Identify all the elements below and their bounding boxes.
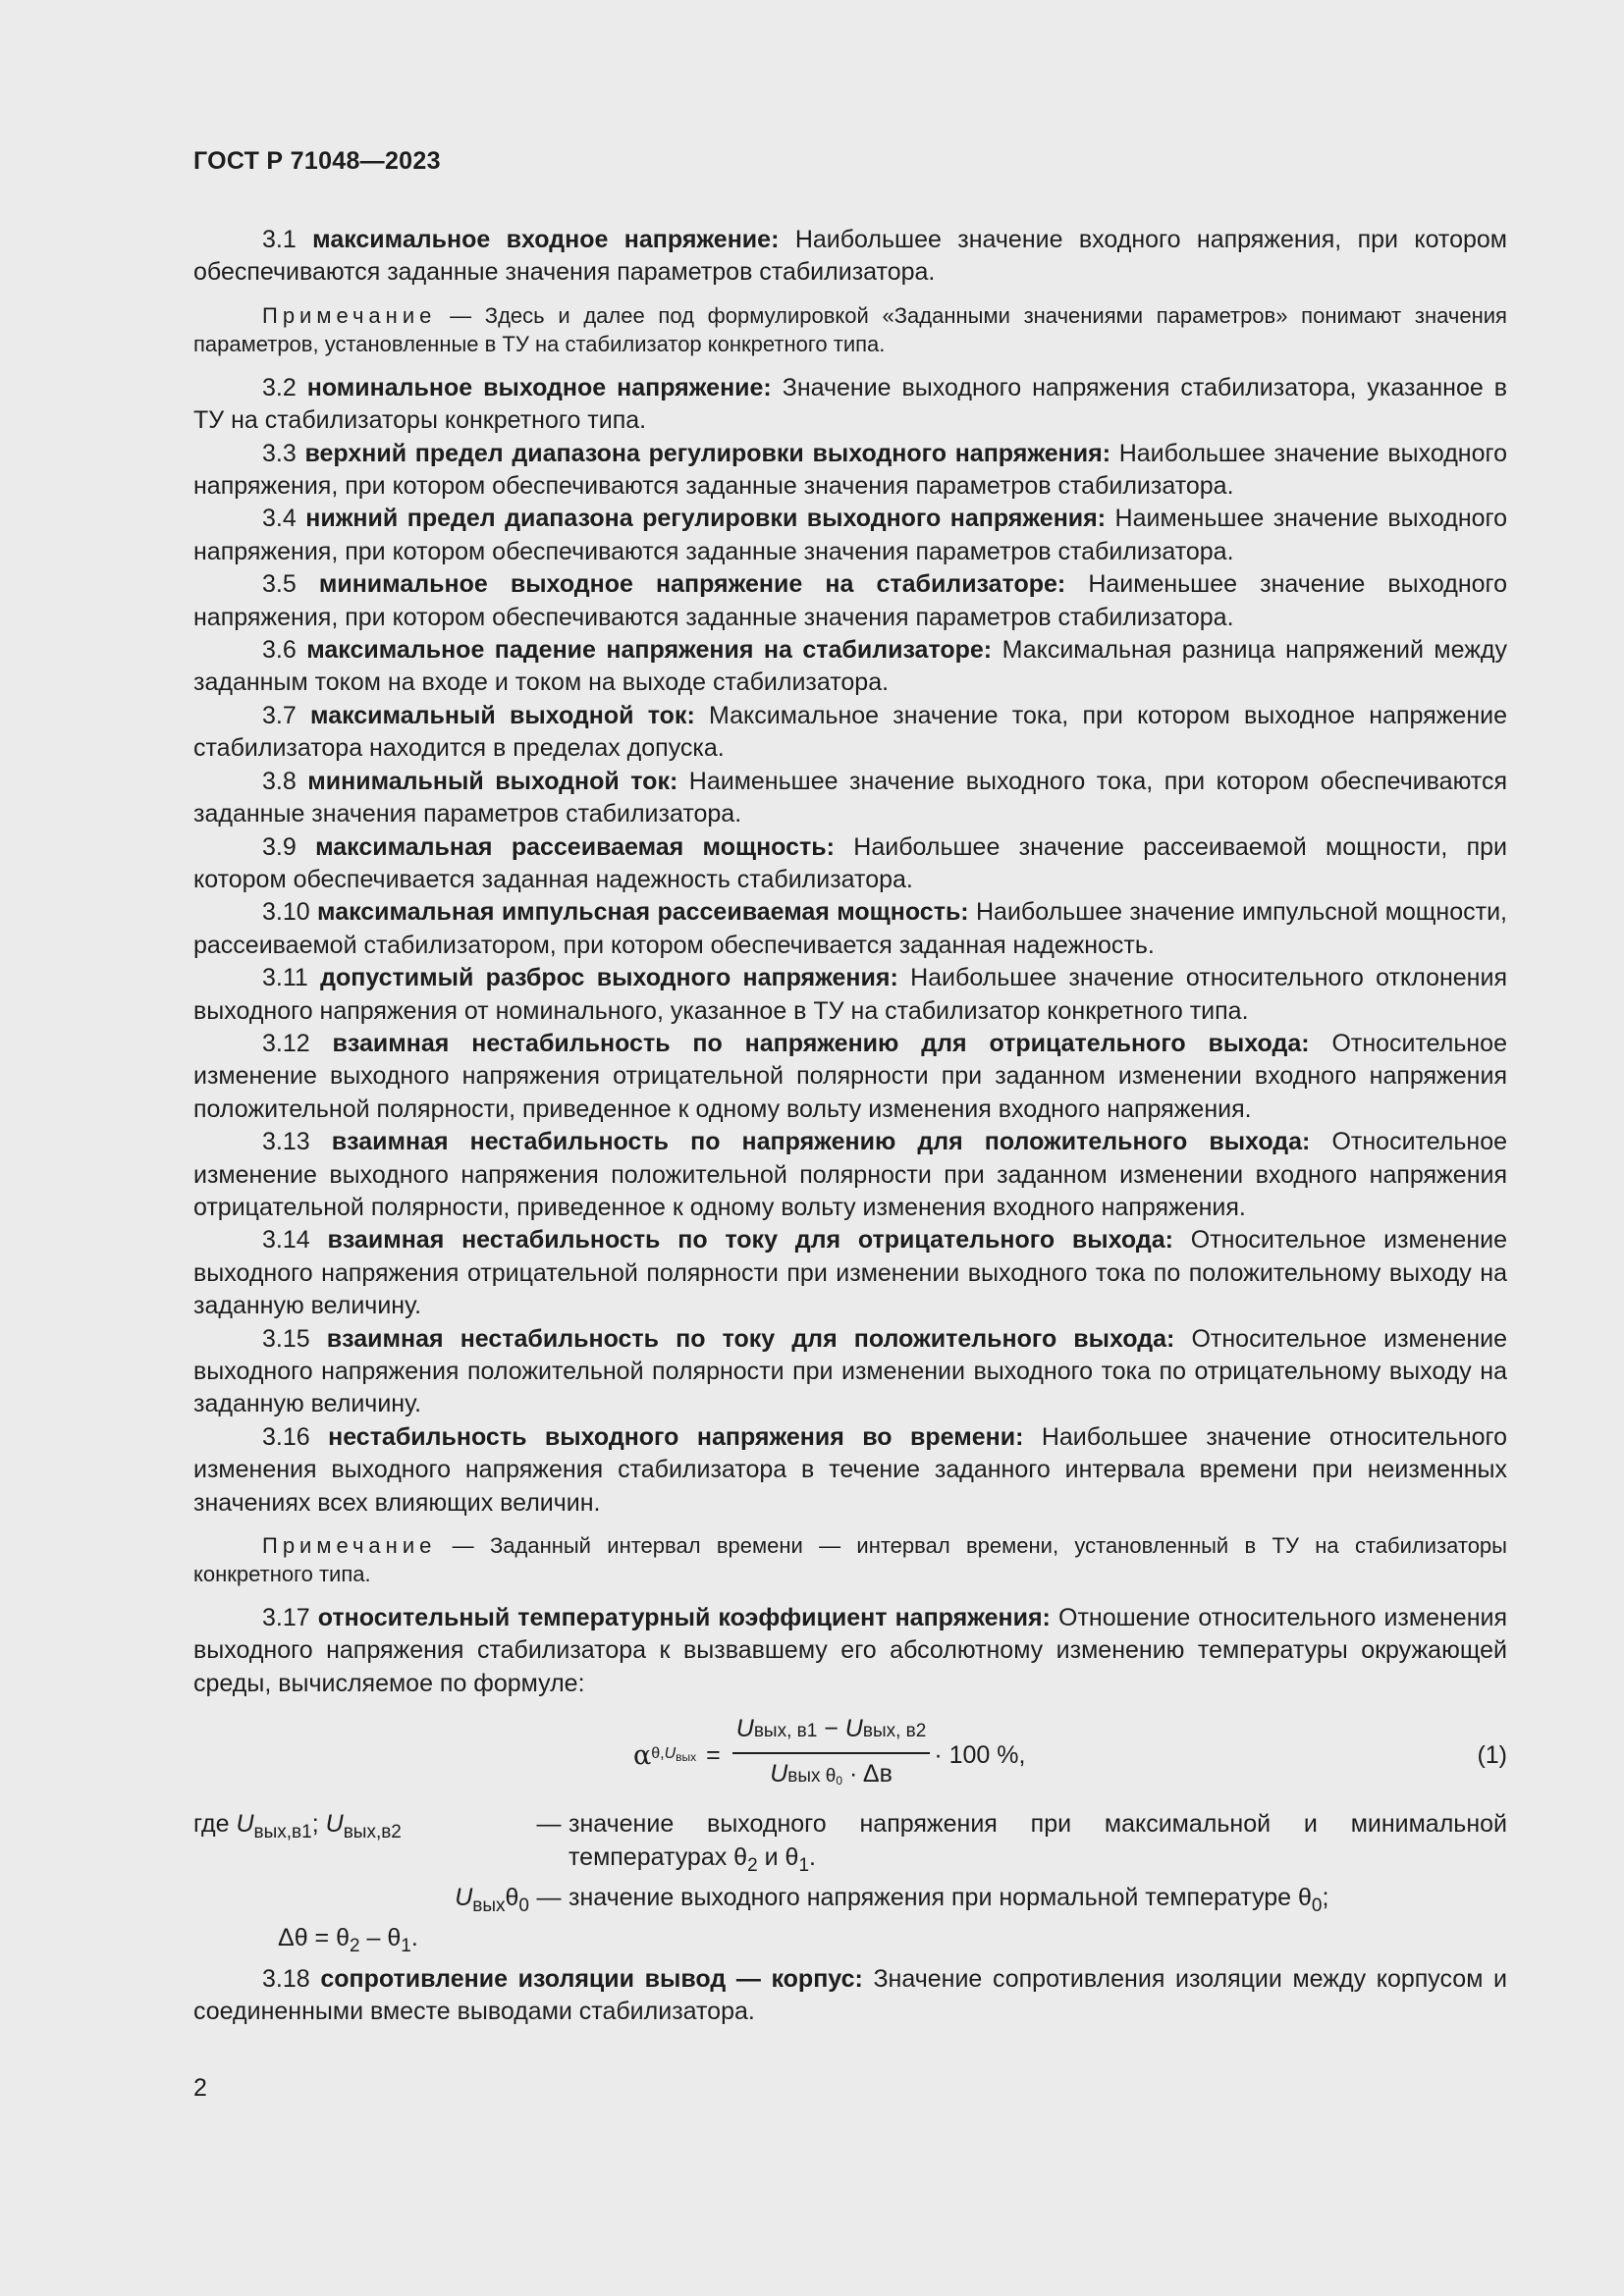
term-3-8: 3.8 минимальный выходной ток: Наименьшее значение выходного тока, при котором обеспечиваются заданные значения параметров стабилизатора. — [193, 767, 1507, 828]
term-3-5: 3.5 минимальное выходное напряжение на стабилизаторе: Наименьшее значение выходного напряжения, при котором обеспечиваются заданные значения параметров стабилизатора. — [193, 570, 1507, 631]
term-3-11: 3.11 допустимый разброс выходного напряжения: Наибольшее значение относительного отклонения выходного напряжения от номинального, указанное в ТУ на стабилизатор конкретного типа. — [193, 964, 1507, 1025]
formula-denominator: Uвых θ0 · Δв — [770, 1759, 893, 1788]
term-3-16: 3.16 нестабильность выходного напряжения во времени: Наибольшее значение относительного изменения выходного напряжения стабилизатора в течение заданного интервала времени при неизменных значениях всех влияющих величин. — [193, 1422, 1507, 1517]
term-3-12: 3.12 взаимная нестабильность по напряжению для отрицательного выхода: Относительное изменение выходного напряжения отрицательной полярности при заданном изменении входного напряжения положительной полярности, приведенное к одному вольту изменения входного напряжения. — [193, 1029, 1507, 1123]
note-2: Примечание — Заданный интервал времени — интервал времени, установленный в ТУ на стабилизаторы конкретного типа. — [193, 1533, 1507, 1587]
formula-expression: α θ,Uвых = $\frac{\text{Uвых, в1 − Uвых, в2}}{\text{Uвых θ0 · Δв}}$ · 100 %, — [633, 1708, 1025, 1802]
note-1: Примечание — Здесь и далее под формулировкой «Заданными значениями параметров» понимают значения параметров, установленные в ТУ на стабилизатор конкретного типа. — [193, 302, 1507, 356]
legend-symbol-u-theta0: $U_{вых}\theta_0$ — [455, 1884, 529, 1917]
term-3-9: 3.9 максимальная рассеиваемая мощность: Наибольшее значение рассеиваемой мощности, при котором обеспечивается заданная надежность стабилизатора. — [193, 832, 1507, 893]
legend-desc-2: значение выходного напряжения при нормальной температуре $\theta_0$; — [568, 1884, 1329, 1917]
page-number: 2 — [193, 2074, 207, 2102]
formula-numerator: Uвых, в1 − Uвых, в2 — [732, 1713, 931, 1753]
term-3-13: 3.13 взаимная нестабильность по напряжению для положительного выхода: Относительное изменение выходного напряжения положительной полярности при заданном изменении входного напряжения отрицательной полярности, приведенное к одному вольту изменения входного напряжения. — [193, 1128, 1508, 1221]
legend-desc-1: значение выходного напряжения при максимальной и минимальной температурах $\theta_2$ и $\theta_1$. — [568, 1810, 1507, 1876]
term-3-6: 3.6 максимальное падение напряжения на стабилизаторе: Максимальная разница напряжений между заданным током на входе и током на выходе стабилизатора. — [193, 636, 1508, 697]
term-3-15: 3.15 взаимная нестабильность по току для положительного выхода: Относительное изменение выходного напряжения положительной полярности при изменении выходного тока по отрицательному выходу на заданную величину. — [193, 1324, 1508, 1418]
term-3-18: 3.18 сопротивление изоляции вывод — корпус: Значение сопротивления изоляции между корпусом и соединенными вместе выводами стабилизатора. — [193, 1964, 1507, 2026]
legend-symbol-u-out: где $U_{вых,в1}$; $U_{вых,в2}$ — [193, 1810, 402, 1843]
page-header: ГОСТ Р 71048—2023 — [193, 147, 441, 175]
term-3-17: 3.17 относительный температурный коэффициент напряжения: Отношение относительного изменения выходного напряжения стабилизатора к вызвавшему его абсолютному изменению температуры окружающей среды, вычисляемое по формуле: — [193, 1604, 1507, 1697]
formula-1 — [193, 1708, 1507, 1802]
term-3-4: 3.4 нижний предел диапазона регулировки выходного напряжения: Наименьшее значение выходного напряжения, при котором обеспечиваются заданные значения параметров стабилизатора. — [193, 505, 1507, 565]
formula-number: (1) — [1477, 1741, 1507, 1770]
document-body — [193, 224, 1507, 2029]
term-3-10: 3.10 максимальная импульсная рассеиваемая мощность: Наибольшее значение импульсной мощности, рассеиваемой стабилизатором, при котором обеспечивается заданная надежность. — [193, 898, 1508, 959]
legend-symbol-delta-theta: $\Delta\theta = \theta_2 - \theta_1$. — [278, 1924, 418, 1957]
term-3-2: 3.2 номинальное выходное напряжение: Значение выходного напряжения стабилизатора, указанное в ТУ на стабилизаторы конкретного типа. — [193, 373, 1507, 435]
formula-fraction — [732, 1713, 931, 1797]
term-3-3: 3.3 верхний предел диапазона регулировки выходного напряжения: Наибольшее значение выходного напряжения, при котором обеспечиваются заданные значения параметров стабилизатора. — [193, 439, 1507, 501]
term-3-1: 3.1 максимальное входное напряжение: Наибольшее значение входного напряжения, при котором обеспечиваются заданные значения параметров стабилизатора. — [193, 226, 1507, 287]
term-3-14: 3.14 взаимная нестабильность по току для отрицательного выхода: Относительное изменение выходного напряжения отрицательной полярности при изменении выходного тока по положительному выходу на заданную величину. — [193, 1226, 1507, 1320]
formula-legend: где $U_{вых,в1}$; $U_{вых,в2}$ — значение выходного напряжения при максимальной и минимальной температурах $\theta_2$ и $\theta_1$. $U_{вых}\theta_0$ — значение выходного напряжения при нормальной температуре $\theta_0$; $\Delta\theta = \theta_2 - \theta_1$. — [193, 1808, 1507, 1963]
term-3-7: 3.7 максимальный выходной ток: Максимальное значение тока, при котором выходное напряжение стабилизатора находится в пределах допуска. — [193, 701, 1508, 763]
